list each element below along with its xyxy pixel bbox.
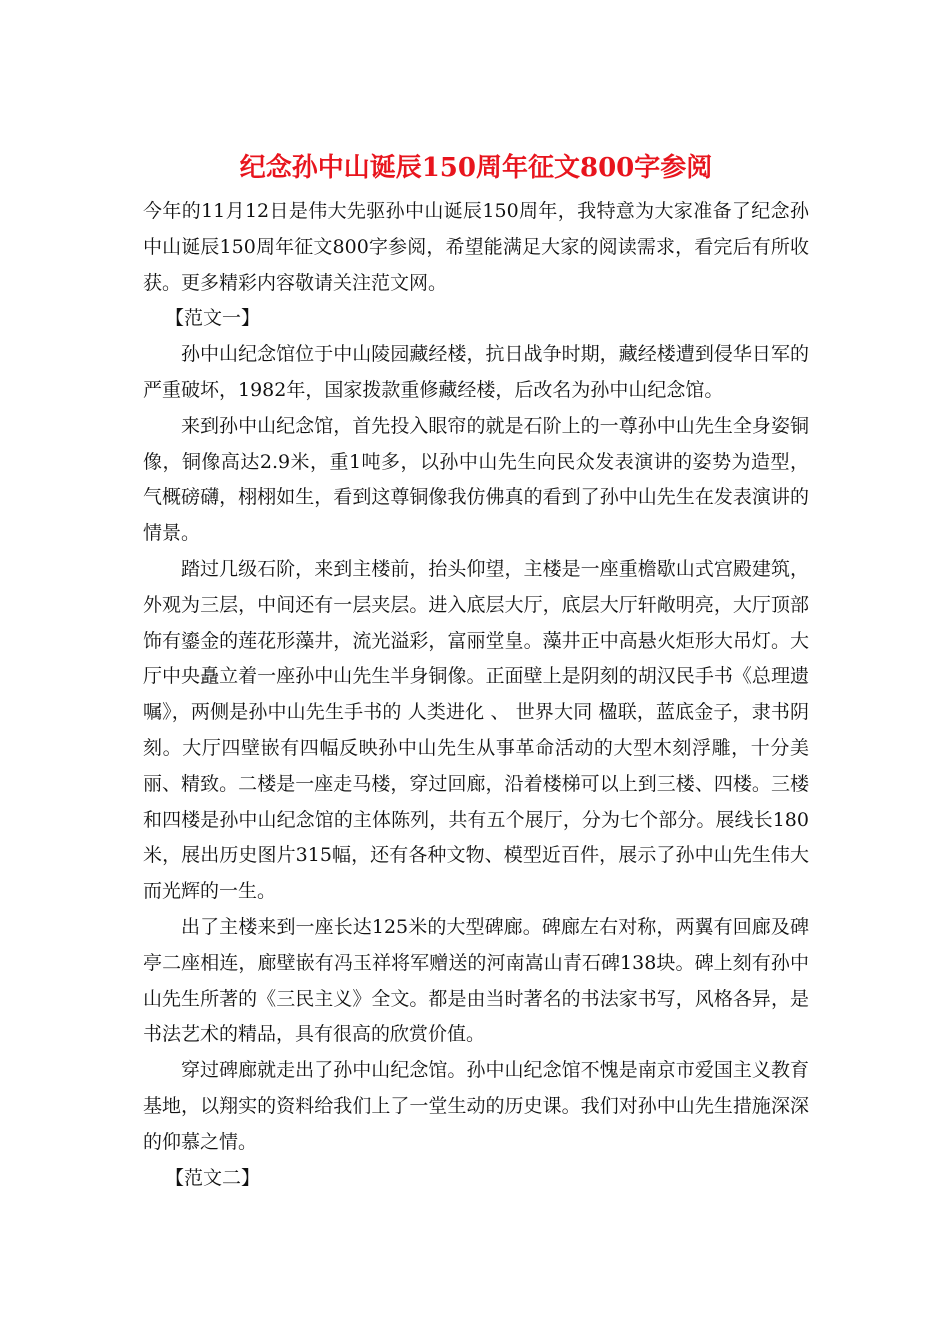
body-paragraph-5: 穿过碑廊就走出了孙中山纪念馆。孙中山纪念馆不愧是南京市爱国主义教育基地，以翔实的资料给我们上了一堂生动的历史课。我们对孙中山先生措施深深的仰慕之情。 (143, 1059, 809, 1153)
document-content (143, 148, 809, 1196)
intro-paragraph: 今年的11月12日是伟大先驱孙中山诞辰150周年，我特意为大家准备了纪念孙中山诞辰150周年征文800字参阅，希望能满足大家的阅读需求，看完后有所收获。更多精彩内容敬请关注范文网。 (143, 200, 809, 294)
document-title: 纪念孙中山诞辰150周年征文800字参阅 (239, 153, 713, 183)
body-paragraph-2: 来到孙中山纪念馆，首先投入眼帘的就是石阶上的一尊孙中山先生全身姿铜像，铜像高达2.9米，重1吨多，以孙中山先生向民众发表演讲的姿势为造型，气概磅礴，栩栩如生，看到这尊铜像我仿佛真的看到了孙中山先生在发表演讲的情景。 (143, 414, 809, 545)
body-paragraph-3: 踏过几级石阶，来到主楼前，抬头仰望，主楼是一座重檐歇山式宫殿建筑，外观为三层，中间还有一层夹层。进入底层大厅，底层大厅轩敞明亮，大厅顶部饰有鎏金的莲花形藻井，流光溢彩，富丽堂皇。藻井正中高悬火炬形大吊灯。大厅中央矗立着一座孙中山先生半身铜像。正面壁上是阴刻的胡汉民手书《总理遗嘱》，两侧是孙中山先生手书的 人类进化 、 世界大同 楹联，蓝底金子，隶书阴刻。大厅四壁嵌有四幅反映孙中山先生从事革命活动的大型木刻浮雕，十分美丽、精致。二楼是一座走马楼，穿过回廊，沿着楼梯可以上到三楼、四楼。三楼和四楼是孙中山纪念馆的主体陈列，共有五个展厅，分为七个部分。展线长180米，展出历史图片315幅，还有各种文物、模型近百件，展示了孙中山先生伟大而光辉的一生。 (143, 557, 809, 903)
body-paragraph-4: 出了主楼来到一座长达125米的大型碑廊。碑廊左右对称，两翼有回廊及碑亭二座相连，廊壁嵌有冯玉祥将军赠送的河南嵩山青石碑138块。碑上刻有孙中山先生所著的《三民主义》全文。都是由当时著名的书法家书写，风格各异，是书法艺术的精品，具有很高的欣赏价值。 (143, 915, 809, 1046)
section-label-2: 【范文二】 (165, 1166, 261, 1189)
body-paragraph-1: 孙中山纪念馆位于中山陵园藏经楼，抗日战争时期，藏经楼遭到侵华日军的严重破坏，1982年，国家拨款重修藏经楼，后改名为孙中山纪念馆。 (143, 343, 809, 401)
section-label-1: 【范文一】 (165, 307, 261, 330)
